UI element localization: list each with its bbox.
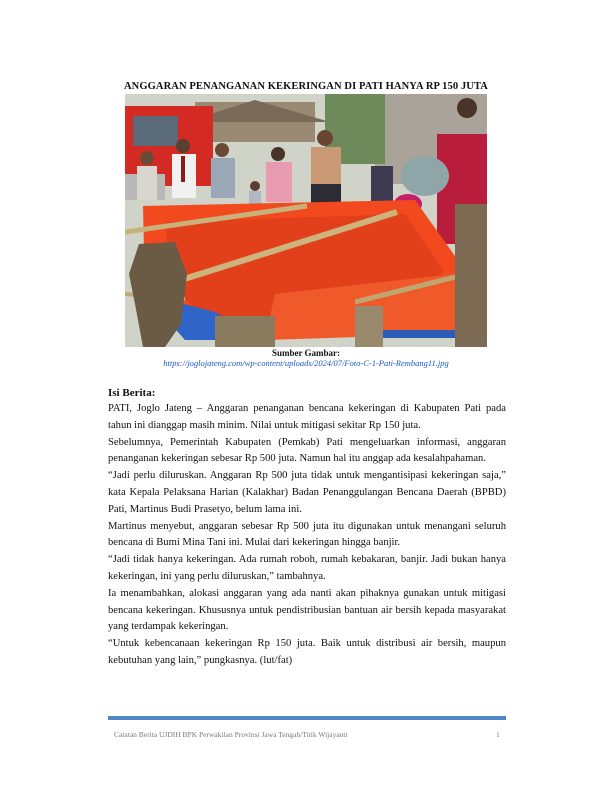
footer-divider bbox=[108, 716, 506, 720]
document-title: ANGGARAN PENANGANAN KEKERINGAN DI PATI HANYA RP 150 JUTA bbox=[124, 81, 488, 92]
section-label: Isi Berita: bbox=[108, 387, 156, 399]
paragraph: Martinus menyebut, anggaran sebesar Rp 500 juta itu digunakan untuk menangani seluruh bencana di Bumi Mina Tani ini. Mulai dari kekeringan hingga banjir. bbox=[108, 520, 506, 549]
paragraph: “Untuk kebencanaan kekeringan Rp 150 juta. Baik untuk distribusi air bersih, maupun kebutuhan yang lain,” pungkasnya. (lut/fat) bbox=[108, 638, 506, 666]
paragraph: Ia menambahkan, alokasi anggaran yang ada nanti akan pihaknya gunakan untuk mitigasi bencana kekeringan. Khususnya untuk pendistribusian bantuan air bersih kepada masyarakat yang terdampak kekeringan. bbox=[108, 587, 506, 633]
paragraph: PATI, Joglo Jateng – Anggaran penanganan bencana kekeringan di Kabupaten Pati pada tahun ini dianggap masih minim. Nilai untuk mitigasi sekitar Rp 150 juta. bbox=[108, 403, 506, 431]
paragraph: Sebelumnya, Pemerintah Kabupaten (Pemkab) Pati mengeluarkan informasi, anggaran penanganan kekeringan sebesar Rp 500 juta. Namun hal itu anggap ada kesalahpahaman. bbox=[108, 436, 506, 465]
image-source-link[interactable]: https://joglojateng.com/wp-content/uploads/2024/07/Foto-C-1-Pati-Rembang11.jpg bbox=[163, 358, 449, 368]
article-body bbox=[108, 401, 506, 670]
paragraph: “Jadi perlu diluruskan. Anggaran Rp 500 juta tidak untuk mengantisipasi kekeringan saja,” kata Kepala Pelaksana Harian (Kalakhar) Badan Penanggulangan Bencana Daerah (BPBD) Pati, Martinus Budi Prasetyo, belum lama ini. bbox=[108, 470, 506, 515]
news-photo bbox=[125, 94, 487, 347]
footer-text: Catatan Berita UJDIH BPK Perwakilan Provinsi Jawa Tengah/Titik Wijayanti bbox=[114, 730, 348, 739]
image-caption-label: Sumber Gambar: bbox=[271, 348, 341, 358]
paragraph: “Jadi tidak hanya kekeringan. Ada rumah roboh, rumah kebakaran, banjir. Jadi bukan hanya kekeringan, ini yang perlu diluruskan,” tambahnya. bbox=[108, 554, 506, 582]
page-number: 1 bbox=[496, 730, 500, 739]
